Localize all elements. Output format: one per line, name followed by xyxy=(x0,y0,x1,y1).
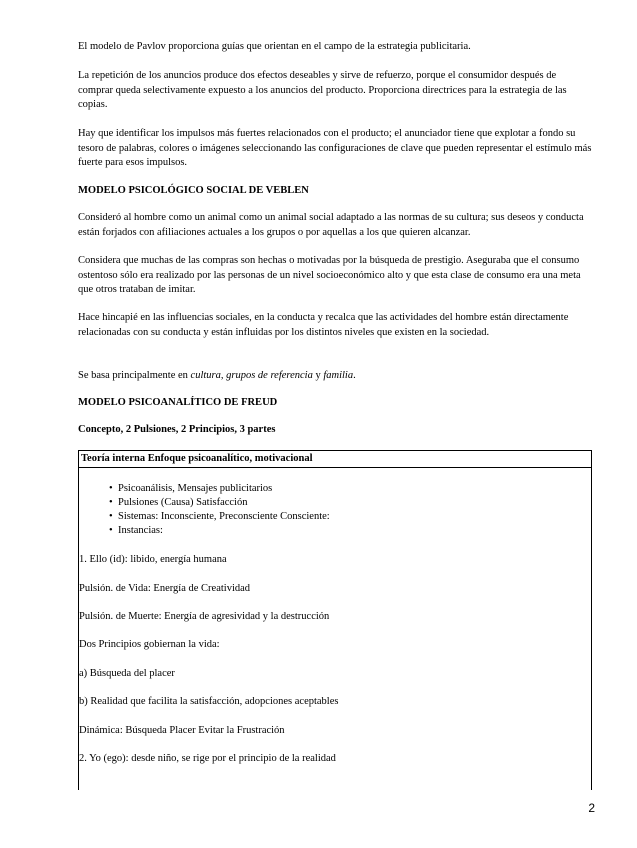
list-item: • Instancias: xyxy=(109,524,330,538)
basis-family: familia xyxy=(323,370,354,381)
freud-table xyxy=(78,450,592,790)
heading-veblen: MODELO PSICOLÓGICO SOCIAL DE VEBLEN xyxy=(78,185,309,196)
basis-culture-groups: cultura, grupos de referencia xyxy=(190,370,313,381)
heading-freud: MODELO PSICOANALÍTICO DE FREUD xyxy=(78,397,278,408)
table-line-ego: 2. Yo (ego): desde niño, se rige por el principio de la realidad xyxy=(79,753,336,764)
paragraph-impulses: Hay que identificar los impulsos más fuertes relacionados con el producto; el anunciador tiene que explotar a fondo su tesoro de palabras, colores o imágenes seleccionando las configuraciones de clave que pueden representar el estímulo más fuerte para esos impulsos. xyxy=(78,128,592,168)
bullet-list xyxy=(109,482,330,538)
table-line-ello: 1. Ello (id): libido, energía humana xyxy=(79,554,227,565)
table-line-reality: b) Realidad que facilita la satisfacción, adopciones aceptables xyxy=(79,696,339,707)
table-header: Teoría interna Enfoque psicoanalítico, motivacional xyxy=(79,451,591,468)
paragraph-social-animal: Consideró al hombre como un animal como un animal social adaptado a las normas de su cultura; sus deseos y conducta están forjados con afiliaciones actuales a los grupos o por aquellas a los que quieren alcanzar. xyxy=(78,212,584,238)
page-number: 2 xyxy=(588,801,595,815)
list-item: • Pulsiones (Causa) Satisfacción xyxy=(109,496,330,510)
basis-and: y xyxy=(312,370,324,381)
table-line-two-principles: Dos Principios gobiernan la vida: xyxy=(79,639,220,650)
paragraph-pavlov-intro: El modelo de Pavlov proporciona guías que orientan en el campo de la estrategia publicitaria. xyxy=(78,41,471,52)
paragraph-prestige: Considera que muchas de las compras son hechas o motivadas por la búsqueda de prestigio. Aseguraba que el consumo ostentoso sólo era realizado por las personas de un nivel socioeconómico alto y que esta clase de consumo era una meta que otros trataban de imitar. xyxy=(78,255,581,295)
table-line-death-drive: Pulsión. de Muerte: Energía de agresividad y la destrucción xyxy=(79,611,330,622)
basis-period: . xyxy=(353,370,356,381)
list-item: • Sistemas: Inconsciente, Preconsciente Consciente: xyxy=(109,510,330,524)
table-line-pleasure: a) Búsqueda del placer xyxy=(79,668,175,679)
paragraph-social-influences: Hace hincapié en las influencias sociales, en la conducta y recalca que las actividades del hombre están directamente relacionadas con su conducta y están influidas por los distintos niveles que existen en la sociedad. xyxy=(78,312,569,338)
subheading-concept: Concepto, 2 Pulsiones, 2 Principios, 3 partes xyxy=(78,424,276,435)
paragraph-repetition: La repetición de los anuncios produce dos efectos deseables y sirve de refuerzo, porque el consumidor después de comprar queda selectivamente expuesto a los anuncios del producto. Proporciona directrices para la estrategia de las copias. xyxy=(78,70,567,110)
table-line-dynamics: Dinámica: Búsqueda Placer Evitar la Frustración xyxy=(79,725,285,736)
paragraph-basis xyxy=(78,369,593,384)
list-item: • Psicoanálisis, Mensajes publicitarios xyxy=(109,482,330,496)
basis-text-start: Se basa principalmente en xyxy=(78,370,191,381)
table-line-life-drive: Pulsión. de Vida: Energía de Creatividad xyxy=(79,583,251,594)
